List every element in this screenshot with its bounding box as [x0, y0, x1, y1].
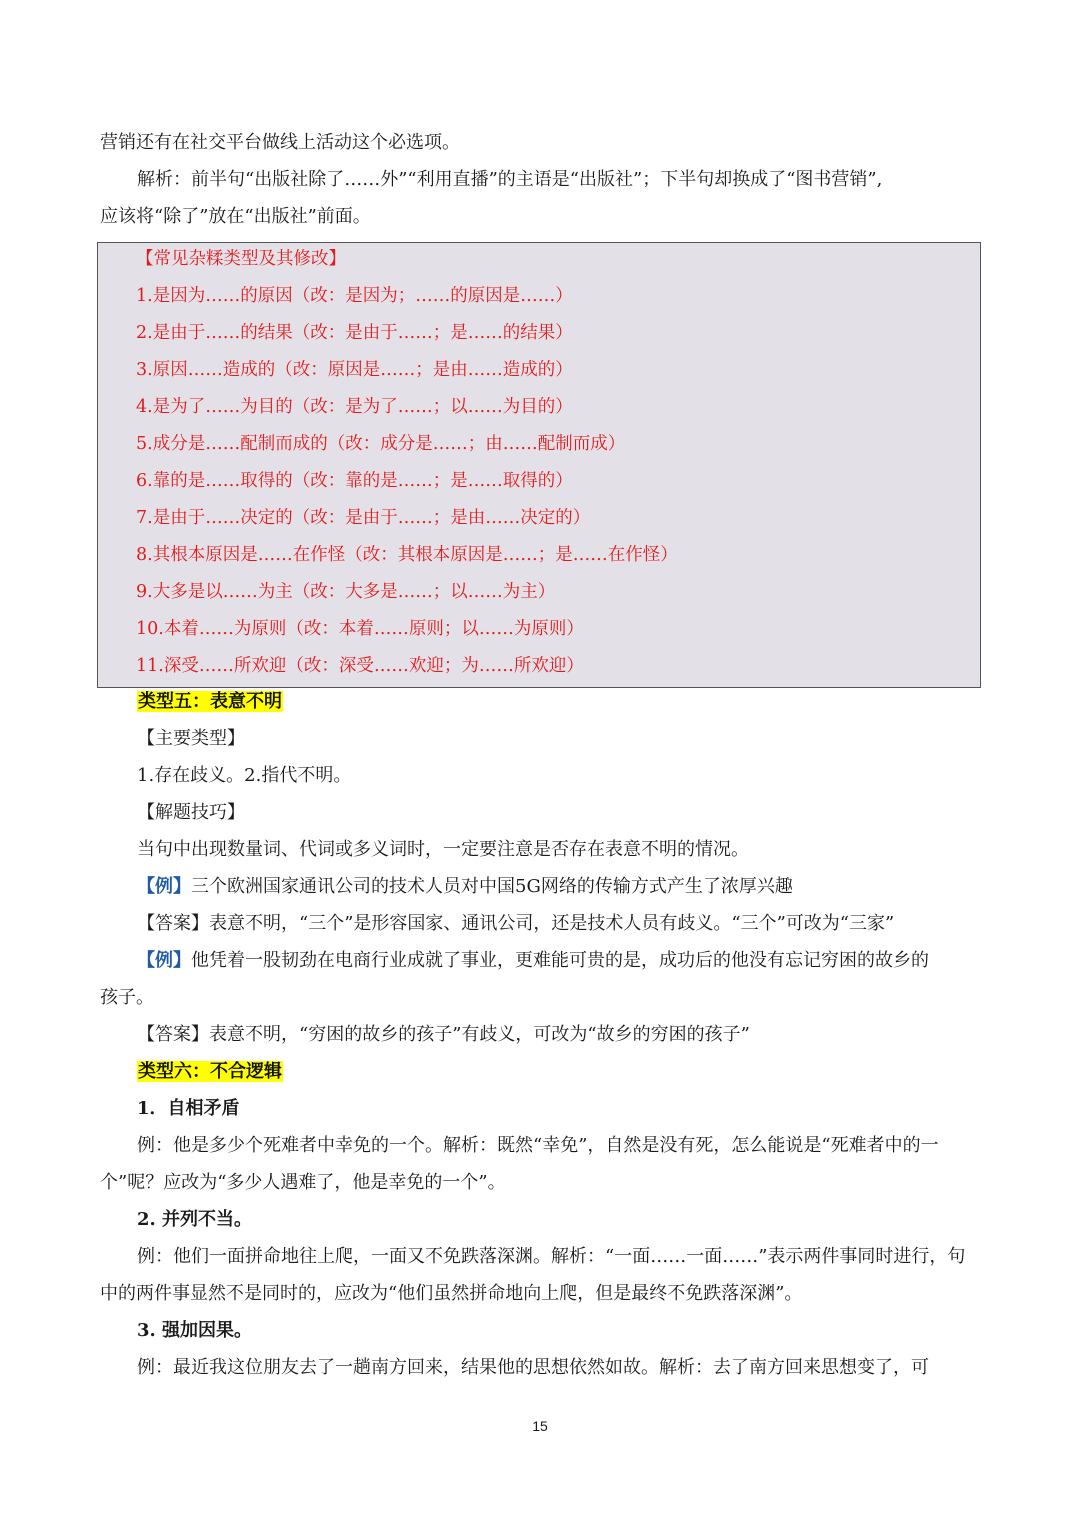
answer-2: 【答案】表意不明，“穷困的故乡的孩子”有歧义，可改为“故乡的穷困的孩子” [137, 1024, 750, 1045]
example-tag: 【例】 [137, 950, 191, 971]
type5-heading-line [137, 689, 985, 715]
example-1 [137, 874, 985, 900]
page-number: 15 [532, 1418, 548, 1434]
example-tag: 【例】 [137, 876, 191, 897]
type5-heading: 类型五：表意不明 [138, 691, 282, 712]
common-mix-types-box [97, 242, 981, 688]
main-types: 1.存在歧义。2.指代不明。 [137, 765, 352, 786]
example-text: 他凭着一股韧劲在电商行业成就了事业，更难能可贵的是，成功后的他没有忘记穷困的故乡的 [191, 950, 929, 971]
box-item: 11.深受……所欢迎（改：深受……欢迎；为……所欢迎） [136, 656, 584, 676]
subsection-2-text-b: 中的两件事显然不是同时的，应改为“他们虽然拼命地向上爬，但是最终不免跌落深渊”。 [100, 1283, 803, 1304]
main-types-label: 【主要类型】 [137, 728, 245, 749]
analysis-line-1: 解析：前半句“出版社除了……外”“利用直播”的主语是“出版社”；下半句却换成了“图书营销”, [137, 169, 883, 190]
analysis-line-2: 应该将“除了”放在“出版社”前面。 [100, 206, 371, 227]
box-item: 9.大多是以……为主（改：大多是……；以……为主） [136, 582, 556, 602]
example-text: 三个欧洲国家通讯公司的技术人员对中国5G网络的传输方式产生了浓厚兴趣 [191, 876, 793, 897]
subsection-1-text-a: 例：他是多少个死难者中幸免的一个。解析：既然“幸免”，自然是没有死，怎么能说是“死难者中的一 [137, 1135, 939, 1156]
box-item: 1.是因为……的原因（改：是因为；……的原因是……） [136, 286, 573, 306]
box-item: 2.是由于……的结果（改：是由于……；是……的结果） [136, 323, 573, 343]
subsection-2-title: 2. 并列不当。 [137, 1209, 253, 1230]
box-item: 8.其根本原因是……在作怪（改：其根本原因是……；是……在作怪） [136, 545, 678, 565]
box-item: 10.本着……为原则（改：本着……原则；以……为原则） [136, 619, 584, 639]
subsection-3-text-a: 例：最近我这位朋友去了一趟南方回来，结果他的思想依然如故。解析：去了南方回来思想变了，可 [137, 1357, 929, 1378]
box-item: 6.靠的是……取得的（改：靠的是……；是……取得的） [136, 471, 573, 491]
intro-line: 营销还有在社交平台做线上活动这个必选项。 [100, 132, 460, 153]
tips-label: 【解题技巧】 [137, 802, 245, 823]
type6-heading-line [137, 1059, 985, 1085]
subsection-3-title: 3. 强加因果。 [137, 1320, 253, 1341]
example-2 [137, 948, 985, 974]
box-item: 5.成分是……配制而成的（改：成分是……；由……配制而成） [136, 434, 626, 454]
subsection-2-text-a: 例：他们一面拼命地往上爬，一面又不免跌落深渊。解析：“一面……一面……”表示两件事同时进行，句 [137, 1246, 966, 1267]
box-title: 【常见杂糅类型及其修改】 [136, 249, 346, 269]
type6-heading: 类型六：不合逻辑 [138, 1061, 282, 1082]
example-2-cont: 孩子。 [100, 987, 154, 1008]
box-item: 7.是由于……决定的（改：是由于……；是由……决定的） [136, 508, 591, 528]
box-item: 4.是为了……为目的（改：是为了……；以……为目的） [136, 397, 573, 417]
subsection-1-text-b: 个”呢？应改为“多少人遇难了，他是幸免的一个”。 [100, 1172, 506, 1193]
box-item: 3.原因……造成的（改：原因是……；是由……造成的） [136, 360, 573, 380]
answer-1: 【答案】表意不明，“三个”是形容国家、通讯公司，还是技术人员有歧义。“三个”可改为“三家” [137, 913, 895, 934]
tips-text: 当句中出现数量词、代词或多义词时，一定要注意是否存在表意不明的情况。 [137, 839, 749, 860]
subsection-1-title: 1．自相矛盾 [137, 1098, 240, 1119]
